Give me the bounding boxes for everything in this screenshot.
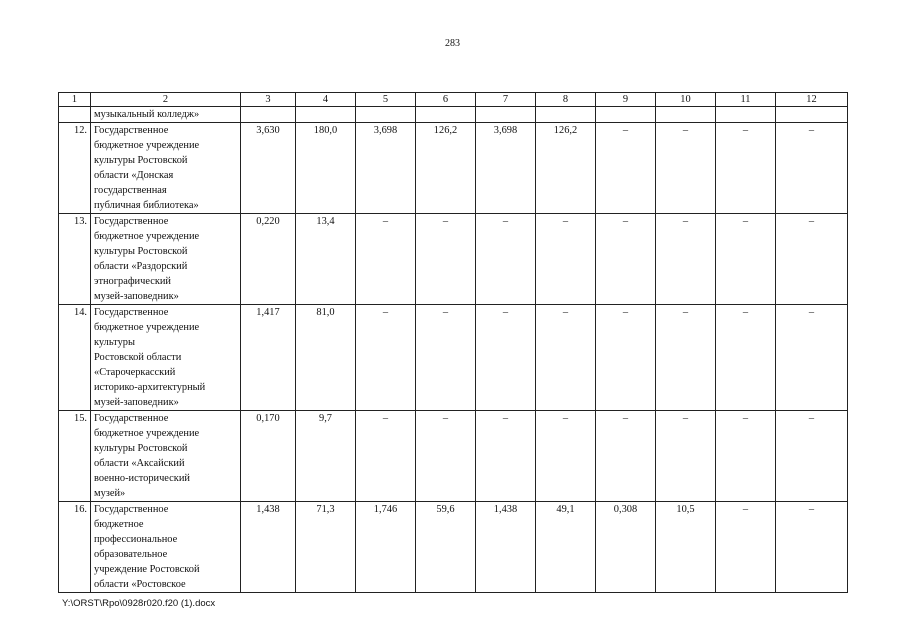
name-line: бюджетное: [94, 519, 144, 530]
column-number-cell: 3: [241, 93, 296, 107]
name-line: Государственное: [94, 504, 169, 515]
value-cell: –: [656, 411, 716, 502]
value-cell: –: [536, 305, 596, 411]
name-line: учреждение Ростовской: [94, 564, 200, 575]
value-cell: 9,7: [296, 411, 356, 502]
value-cell: [356, 107, 416, 123]
name-line: Государственное: [94, 216, 169, 227]
value-cell: –: [776, 214, 848, 305]
name-line: Государственное: [94, 413, 169, 424]
value-cell: –: [476, 214, 536, 305]
row-number-cell: 14.: [59, 305, 91, 411]
column-number-cell: 2: [91, 93, 241, 107]
value-cell: –: [416, 305, 476, 411]
value-cell: –: [596, 305, 656, 411]
value-cell: –: [596, 123, 656, 214]
column-number-cell: 12: [776, 93, 848, 107]
value-cell: 1,438: [241, 502, 296, 593]
value-cell: –: [476, 411, 536, 502]
row-number-cell: 13.: [59, 214, 91, 305]
value-cell: –: [716, 123, 776, 214]
table-row: [59, 502, 848, 593]
data-table: [58, 92, 848, 593]
value-cell: –: [416, 411, 476, 502]
value-cell: –: [356, 305, 416, 411]
name-line: культуры Ростовской: [94, 443, 188, 454]
value-cell: –: [656, 123, 716, 214]
name-line: бюджетное учреждение: [94, 231, 200, 242]
column-number-cell: 9: [596, 93, 656, 107]
value-cell: –: [776, 411, 848, 502]
value-cell: –: [656, 214, 716, 305]
value-cell: 0,308: [596, 502, 656, 593]
value-cell: [296, 107, 356, 123]
name-line: Государственное: [94, 125, 169, 136]
name-line: бюджетное учреждение: [94, 322, 200, 333]
value-cell: [416, 107, 476, 123]
value-cell: 59,6: [416, 502, 476, 593]
name-line: области «Раздорский: [94, 261, 188, 272]
name-line: культуры Ростовской: [94, 246, 188, 257]
name-line: образовательное: [94, 549, 168, 560]
table-row: [59, 123, 848, 214]
name-line: музыкальный колледж»: [94, 109, 200, 120]
institution-name-cell: [91, 123, 241, 214]
name-line: государственная: [94, 185, 167, 196]
name-line: области «Аксайский: [94, 458, 185, 469]
value-cell: 1,438: [476, 502, 536, 593]
value-cell: [476, 107, 536, 123]
value-cell: –: [356, 214, 416, 305]
value-cell: [241, 107, 296, 123]
table-body: [59, 93, 848, 593]
value-cell: [536, 107, 596, 123]
name-line: Ростовской области: [94, 352, 182, 363]
value-cell: –: [536, 411, 596, 502]
value-cell: –: [476, 305, 536, 411]
name-line: этнографический: [94, 276, 171, 287]
value-cell: –: [356, 411, 416, 502]
name-line: культуры: [94, 337, 135, 348]
name-line: историко-архитектурный: [94, 382, 206, 393]
value-cell: 3,698: [356, 123, 416, 214]
value-cell: –: [776, 305, 848, 411]
column-number-cell: 6: [416, 93, 476, 107]
name-line: бюджетное учреждение: [94, 140, 200, 151]
name-line: музей-заповедник»: [94, 397, 179, 408]
value-cell: 126,2: [536, 123, 596, 214]
name-line: «Старочеркасский: [94, 367, 176, 378]
name-line: области «Донская: [94, 170, 174, 181]
page-number: 283: [445, 38, 460, 49]
value-cell: 0,220: [241, 214, 296, 305]
value-cell: 1,746: [356, 502, 416, 593]
continuation-row: [59, 107, 848, 123]
value-cell: –: [536, 214, 596, 305]
value-cell: –: [416, 214, 476, 305]
value-cell: –: [716, 502, 776, 593]
name-line: публичная библиотека»: [94, 200, 199, 211]
value-cell: –: [776, 502, 848, 593]
value-cell: 3,698: [476, 123, 536, 214]
name-line: бюджетное учреждение: [94, 428, 200, 439]
value-cell: [596, 107, 656, 123]
column-number-cell: 8: [536, 93, 596, 107]
name-line: области «Ростовское: [94, 579, 186, 590]
name-line: музей»: [94, 488, 126, 499]
row-number-cell: [59, 107, 91, 123]
value-cell: 71,3: [296, 502, 356, 593]
institution-name-cell: [91, 502, 241, 593]
value-cell: 126,2: [416, 123, 476, 214]
value-cell: [776, 107, 848, 123]
institution-name-cell: [91, 305, 241, 411]
value-cell: –: [716, 214, 776, 305]
value-cell: –: [716, 305, 776, 411]
institution-name-cell: [91, 214, 241, 305]
value-cell: 10,5: [656, 502, 716, 593]
institution-name-cell: [91, 411, 241, 502]
name-line: культуры Ростовской: [94, 155, 188, 166]
column-number-row: [59, 93, 848, 107]
column-number-cell: 11: [716, 93, 776, 107]
value-cell: 49,1: [536, 502, 596, 593]
column-number-cell: 4: [296, 93, 356, 107]
table-row: [59, 305, 848, 411]
column-number-cell: 10: [656, 93, 716, 107]
row-number-cell: 15.: [59, 411, 91, 502]
value-cell: 13,4: [296, 214, 356, 305]
value-cell: 81,0: [296, 305, 356, 411]
value-cell: 1,417: [241, 305, 296, 411]
name-line: профессиональное: [94, 534, 178, 545]
value-cell: –: [596, 214, 656, 305]
value-cell: –: [776, 123, 848, 214]
value-cell: [656, 107, 716, 123]
value-cell: 180,0: [296, 123, 356, 214]
value-cell: –: [656, 305, 716, 411]
name-line: военно-исторический: [94, 473, 190, 484]
value-cell: 0,170: [241, 411, 296, 502]
name-line: музей-заповедник»: [94, 291, 179, 302]
table-row: [59, 214, 848, 305]
table-row: [59, 411, 848, 502]
value-cell: 3,630: [241, 123, 296, 214]
column-number-cell: 5: [356, 93, 416, 107]
column-number-cell: 7: [476, 93, 536, 107]
value-cell: [716, 107, 776, 123]
file-path-footer: Y:\ORST\Rpo\0928r020.f20 (1).docx: [62, 598, 216, 609]
column-number-cell: 1: [59, 93, 91, 107]
row-number-cell: 16.: [59, 502, 91, 593]
value-cell: –: [716, 411, 776, 502]
row-number-cell: 12.: [59, 123, 91, 214]
name-line: Государственное: [94, 307, 169, 318]
institution-name-cell: [91, 107, 241, 123]
value-cell: –: [596, 411, 656, 502]
